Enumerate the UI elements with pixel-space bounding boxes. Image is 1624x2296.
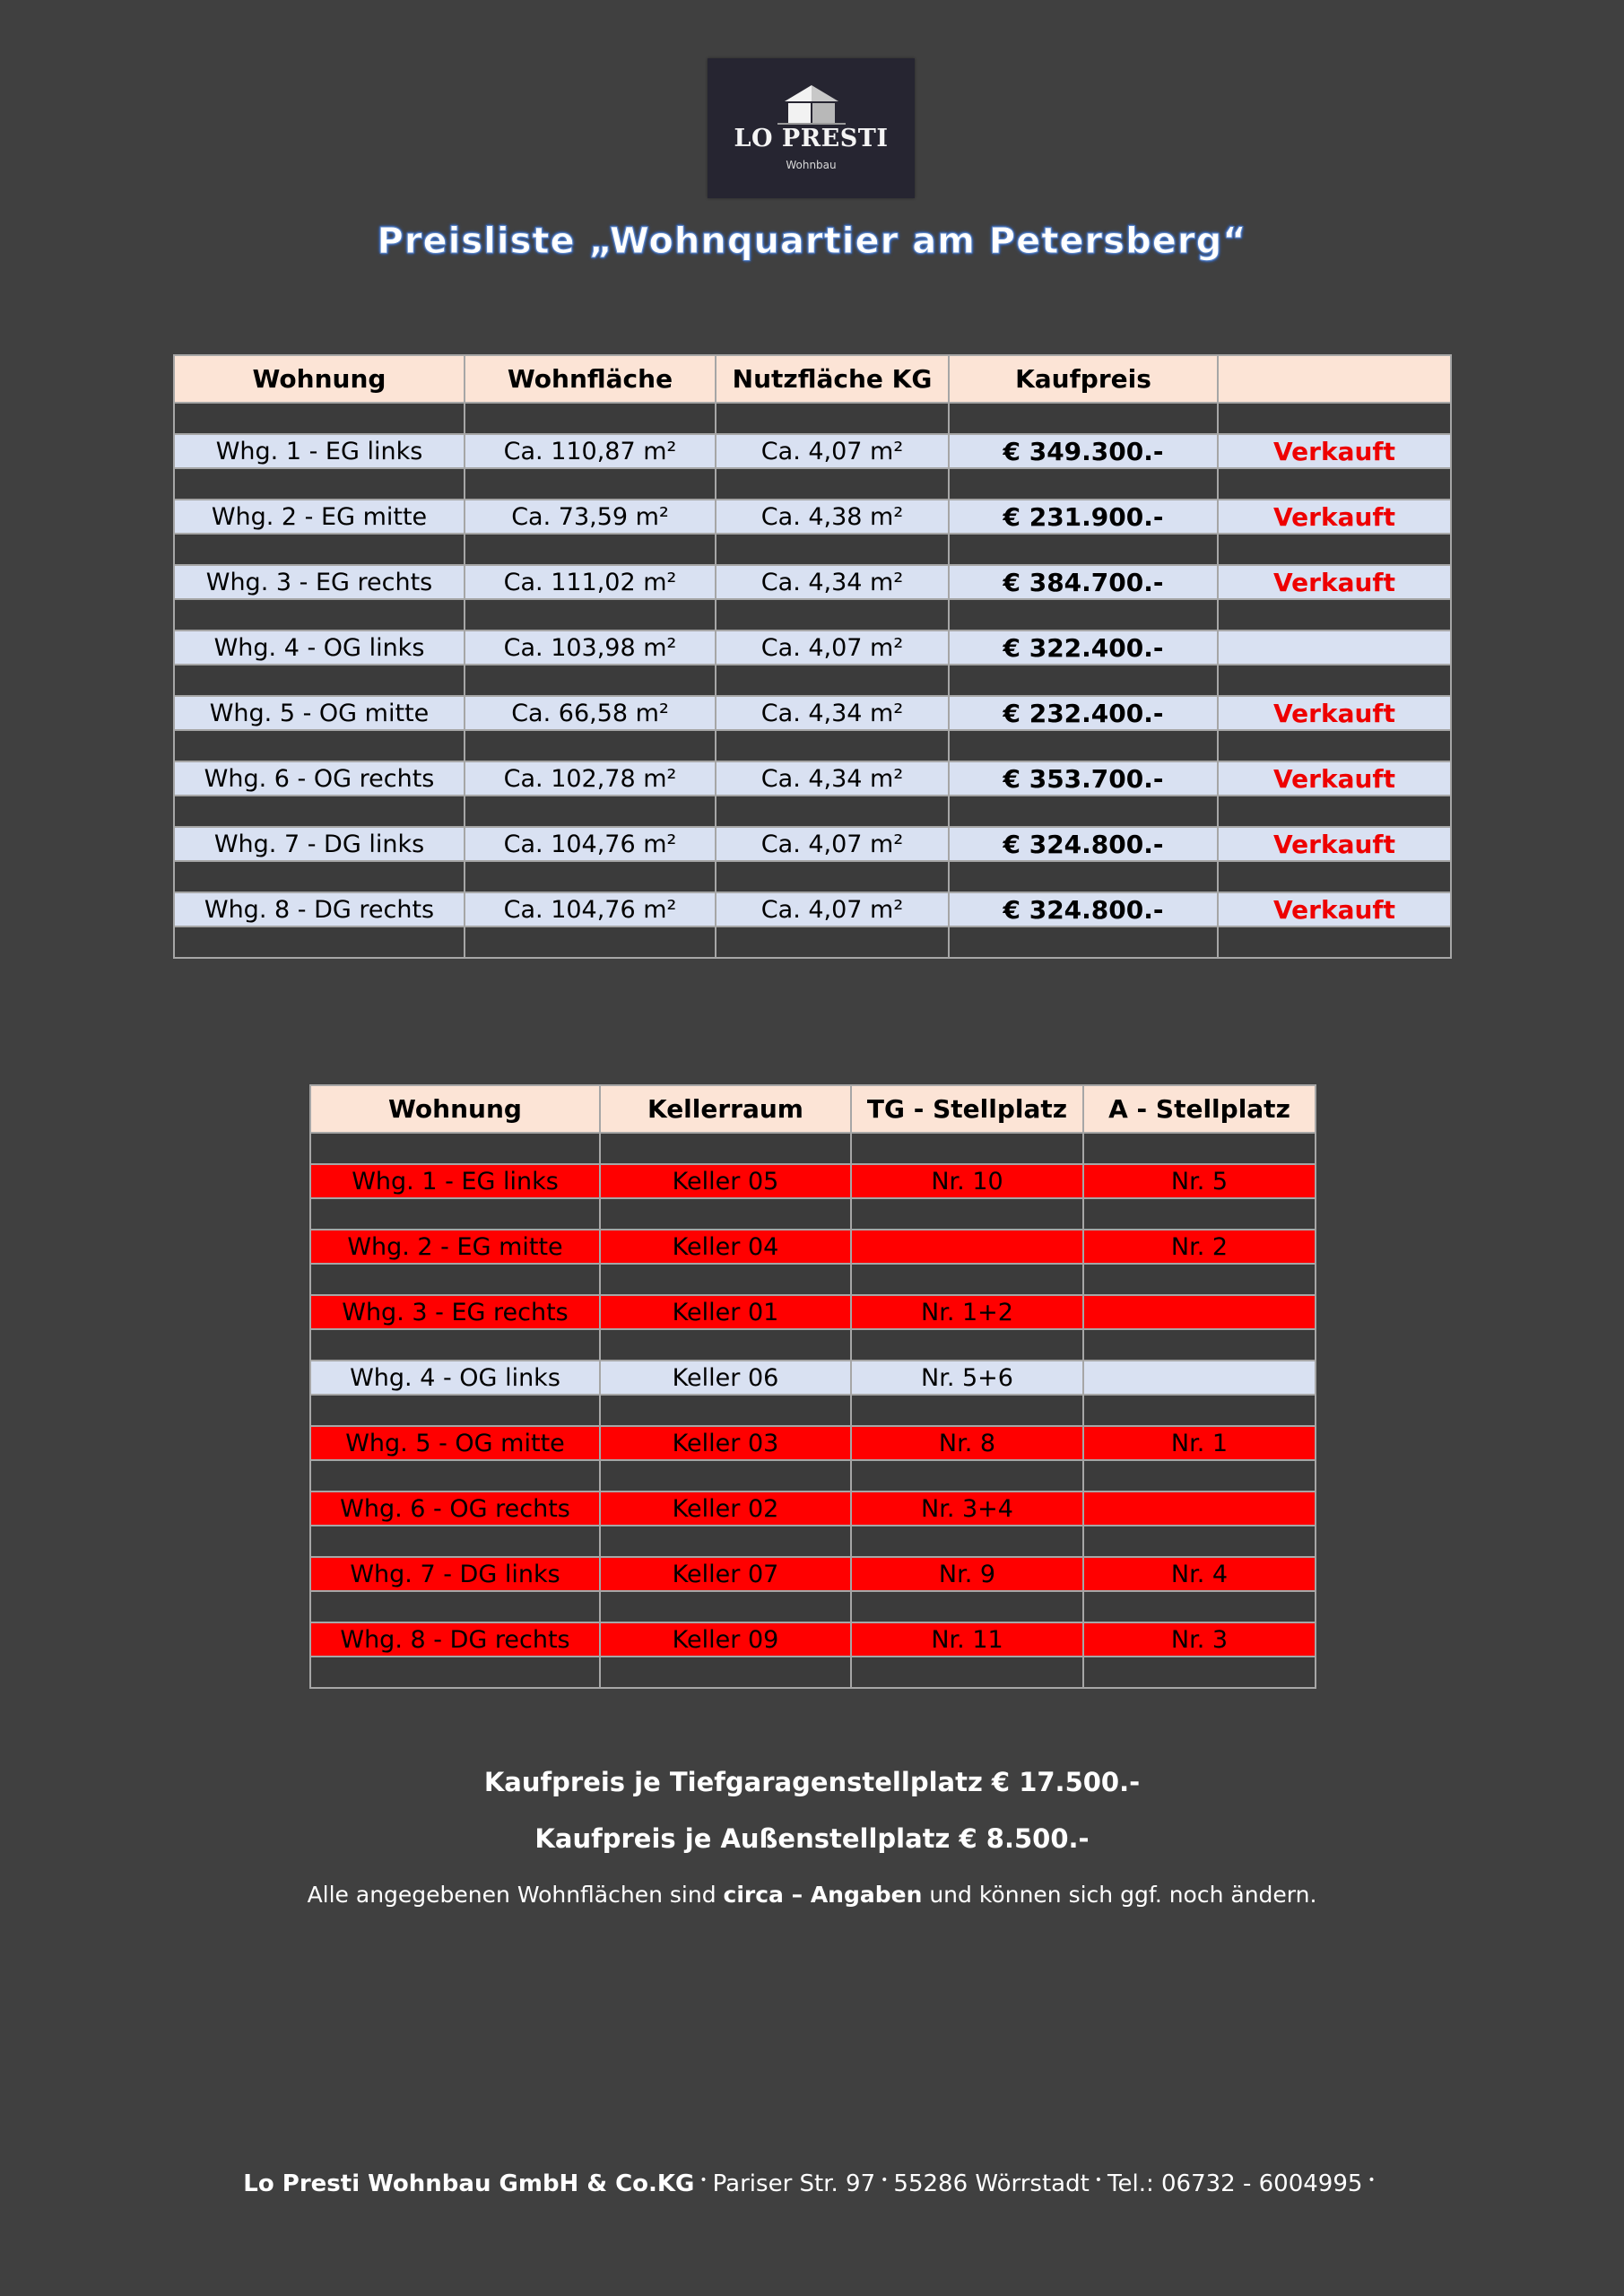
spacer-cell <box>174 665 465 696</box>
cellar-room-cell: Keller 09 <box>600 1622 851 1657</box>
spacer-cell <box>310 1264 600 1295</box>
spacer-cell <box>716 468 949 500</box>
spacer-cell <box>851 1657 1083 1688</box>
footer-company: Lo Presti Wohnbau GmbH & Co.KG <box>243 2170 695 2197</box>
living-area-cell: Ca. 110,87 m² <box>465 434 716 468</box>
status-badge: Verkauft <box>1218 434 1451 468</box>
cellar-area-cell: Ca. 4,34 m² <box>716 565 949 599</box>
spacer-cell <box>851 1329 1083 1361</box>
spacer-cell <box>1083 1657 1316 1688</box>
table-header-row <box>310 1085 1316 1133</box>
spacer-cell <box>465 796 716 827</box>
garage-space-cell: Nr. 5+6 <box>851 1361 1083 1395</box>
unit-cell: Whg. 7 - DG links <box>310 1557 600 1591</box>
cellar-room-cell: Keller 07 <box>600 1557 851 1591</box>
table-row <box>174 631 1451 665</box>
spacer-row <box>174 468 1451 500</box>
spacer-cell <box>949 599 1218 631</box>
spacer-cell <box>851 1198 1083 1230</box>
unit-cell: Whg. 5 - OG mitte <box>174 696 465 730</box>
spacer-cell <box>949 730 1218 761</box>
spacer-cell <box>310 1526 600 1557</box>
spacer-cell <box>310 1133 600 1164</box>
column-header <box>1218 355 1451 403</box>
living-area-cell: Ca. 102,78 m² <box>465 761 716 796</box>
outdoor-space-cell <box>1083 1492 1316 1526</box>
spacer-cell <box>851 1395 1083 1426</box>
spacer-cell <box>174 926 465 958</box>
spacer-cell <box>174 861 465 892</box>
spacer-cell <box>1083 1526 1316 1557</box>
spacer-cell <box>1083 1329 1316 1361</box>
status-badge <box>1218 631 1451 665</box>
spacer-cell <box>949 534 1218 565</box>
house-icon <box>777 85 846 125</box>
table-row <box>174 761 1451 796</box>
status-badge: Verkauft <box>1218 827 1451 861</box>
unit-cell: Whg. 8 - DG rechts <box>310 1622 600 1657</box>
separator-dot: • <box>1368 2173 1376 2187</box>
price-cell: € 324.800.- <box>949 892 1218 926</box>
table-row <box>310 1426 1316 1460</box>
unit-cell: Whg. 7 - DG links <box>174 827 465 861</box>
status-badge: Verkauft <box>1218 892 1451 926</box>
spacer-cell <box>1218 926 1451 958</box>
outdoor-parking-price-note: Kaufpreis je Außenstellplatz € 8.500.- <box>534 1823 1090 1854</box>
spacer-row <box>310 1133 1316 1164</box>
disclaimer-text-pre: Alle angegebenen Wohnflächen sind <box>307 1882 724 1908</box>
status-badge: Verkauft <box>1218 761 1451 796</box>
spacer-cell <box>851 1591 1083 1622</box>
spacer-cell <box>1218 403 1451 434</box>
outdoor-space-cell: Nr. 2 <box>1083 1230 1316 1264</box>
spacer-cell <box>949 796 1218 827</box>
spacer-cell <box>1083 1264 1316 1295</box>
garage-space-cell <box>851 1230 1083 1264</box>
parking-cellar-table <box>309 1084 1316 1689</box>
spacer-cell <box>949 403 1218 434</box>
column-header: Wohnung <box>310 1085 600 1133</box>
living-area-cell: Ca. 103,98 m² <box>465 631 716 665</box>
outdoor-space-cell: Nr. 1 <box>1083 1426 1316 1460</box>
spacer-cell <box>716 730 949 761</box>
spacer-cell <box>716 796 949 827</box>
spacer-row <box>310 1329 1316 1361</box>
unit-cell: Whg. 8 - DG rechts <box>174 892 465 926</box>
spacer-cell <box>716 403 949 434</box>
table-row <box>174 892 1451 926</box>
company-logo <box>708 58 915 198</box>
price-cell: € 384.700.- <box>949 565 1218 599</box>
column-header: Kellerraum <box>600 1085 851 1133</box>
spacer-row <box>174 403 1451 434</box>
spacer-cell <box>600 1460 851 1492</box>
cellar-area-cell: Ca. 4,34 m² <box>716 696 949 730</box>
table-row <box>310 1361 1316 1395</box>
table-header-row <box>174 355 1451 403</box>
garage-space-cell: Nr. 10 <box>851 1164 1083 1198</box>
table-row <box>174 565 1451 599</box>
spacer-row <box>310 1657 1316 1688</box>
unit-cell: Whg. 4 - OG links <box>310 1361 600 1395</box>
spacer-cell <box>1083 1591 1316 1622</box>
cellar-room-cell: Keller 05 <box>600 1164 851 1198</box>
spacer-cell <box>1218 665 1451 696</box>
spacer-row <box>174 665 1451 696</box>
spacer-row <box>174 796 1451 827</box>
unit-cell: Whg. 1 - EG links <box>174 434 465 468</box>
spacer-cell <box>174 599 465 631</box>
spacer-cell <box>600 1395 851 1426</box>
spacer-cell <box>1218 730 1451 761</box>
spacer-row <box>174 861 1451 892</box>
brand-name: LO PRESTI <box>734 125 889 152</box>
footer-contact <box>0 2170 1624 2197</box>
column-header: Kaufpreis <box>949 355 1218 403</box>
spacer-cell <box>1083 1395 1316 1426</box>
spacer-cell <box>310 1460 600 1492</box>
cellar-area-cell: Ca. 4,07 m² <box>716 631 949 665</box>
spacer-cell <box>465 730 716 761</box>
unit-cell: Whg. 6 - OG rechts <box>310 1492 600 1526</box>
price-cell: € 349.300.- <box>949 434 1218 468</box>
outdoor-space-cell <box>1083 1361 1316 1395</box>
table-row <box>310 1492 1316 1526</box>
garage-space-cell: Nr. 8 <box>851 1426 1083 1460</box>
spacer-cell <box>600 1264 851 1295</box>
unit-cell: Whg. 5 - OG mitte <box>310 1426 600 1460</box>
cellar-area-cell: Ca. 4,07 m² <box>716 827 949 861</box>
spacer-cell <box>851 1133 1083 1164</box>
cellar-area-cell: Ca. 4,38 m² <box>716 500 949 534</box>
separator-dot: • <box>1094 2173 1103 2187</box>
garage-space-cell: Nr. 11 <box>851 1622 1083 1657</box>
column-header: Wohnung <box>174 355 465 403</box>
spacer-cell <box>949 468 1218 500</box>
table-row <box>174 696 1451 730</box>
table-row <box>310 1164 1316 1198</box>
living-area-cell: Ca. 111,02 m² <box>465 565 716 599</box>
column-header: Wohnfläche <box>465 355 716 403</box>
spacer-cell <box>310 1329 600 1361</box>
spacer-cell <box>716 926 949 958</box>
table-row <box>310 1557 1316 1591</box>
spacer-row <box>174 730 1451 761</box>
spacer-cell <box>600 1198 851 1230</box>
spacer-cell <box>600 1657 851 1688</box>
living-area-cell: Ca. 73,59 m² <box>465 500 716 534</box>
living-area-cell: Ca. 104,76 m² <box>465 892 716 926</box>
price-cell: € 232.400.- <box>949 696 1218 730</box>
garage-space-cell: Nr. 1+2 <box>851 1295 1083 1329</box>
status-badge: Verkauft <box>1218 500 1451 534</box>
spacer-cell <box>851 1526 1083 1557</box>
table-row <box>174 827 1451 861</box>
spacer-cell <box>174 730 465 761</box>
spacer-cell <box>465 665 716 696</box>
brand-subtitle: Wohnbau <box>786 159 837 171</box>
price-cell: € 324.800.- <box>949 827 1218 861</box>
outdoor-space-cell: Nr. 4 <box>1083 1557 1316 1591</box>
unit-cell: Whg. 2 - EG mitte <box>174 500 465 534</box>
spacer-cell <box>600 1133 851 1164</box>
spacer-cell <box>1218 534 1451 565</box>
spacer-cell <box>716 534 949 565</box>
spacer-row <box>174 534 1451 565</box>
living-area-cell: Ca. 104,76 m² <box>465 827 716 861</box>
separator-dot: • <box>699 2173 708 2187</box>
unit-cell: Whg. 4 - OG links <box>174 631 465 665</box>
spacer-cell <box>465 403 716 434</box>
disclaimer-text-bold: circa – Angaben <box>723 1882 923 1908</box>
spacer-row <box>310 1395 1316 1426</box>
column-header: Nutzfläche KG <box>716 355 949 403</box>
spacer-cell <box>716 665 949 696</box>
footer-street: Pariser Str. 97 <box>712 2170 876 2197</box>
spacer-cell <box>310 1591 600 1622</box>
price-cell: € 322.400.- <box>949 631 1218 665</box>
spacer-cell <box>1083 1460 1316 1492</box>
cellar-room-cell: Keller 02 <box>600 1492 851 1526</box>
spacer-cell <box>1083 1133 1316 1164</box>
spacer-row <box>310 1198 1316 1230</box>
spacer-row <box>310 1460 1316 1492</box>
spacer-cell <box>949 861 1218 892</box>
spacer-cell <box>1218 468 1451 500</box>
cellar-area-cell: Ca. 4,34 m² <box>716 761 949 796</box>
column-header: TG - Stellplatz <box>851 1085 1083 1133</box>
spacer-cell <box>851 1460 1083 1492</box>
area-disclaimer <box>0 1882 1624 1908</box>
status-badge: Verkauft <box>1218 696 1451 730</box>
footer-city: 55286 Wörrstadt <box>893 2170 1090 2197</box>
separator-dot: • <box>881 2173 889 2187</box>
cellar-room-cell: Keller 06 <box>600 1361 851 1395</box>
spacer-cell <box>716 861 949 892</box>
unit-cell: Whg. 2 - EG mitte <box>310 1230 600 1264</box>
unit-cell: Whg. 1 - EG links <box>310 1164 600 1198</box>
garage-space-cell: Nr. 9 <box>851 1557 1083 1591</box>
spacer-cell <box>174 534 465 565</box>
table-row <box>310 1295 1316 1329</box>
spacer-cell <box>851 1264 1083 1295</box>
footer-phone: Tel.: 06732 - 6004995 <box>1107 2170 1363 2197</box>
spacer-row <box>310 1526 1316 1557</box>
spacer-cell <box>716 599 949 631</box>
cellar-area-cell: Ca. 4,07 m² <box>716 434 949 468</box>
page-title: Preisliste „Wohnquartier am Petersberg“ <box>377 221 1247 262</box>
spacer-cell <box>174 403 465 434</box>
outdoor-space-cell: Nr. 3 <box>1083 1622 1316 1657</box>
spacer-row <box>310 1591 1316 1622</box>
outdoor-space-cell: Nr. 5 <box>1083 1164 1316 1198</box>
spacer-cell <box>465 468 716 500</box>
tg-parking-price-note: Kaufpreis je Tiefgaragenstellplatz € 17.500.- <box>483 1767 1141 1797</box>
spacer-cell <box>310 1198 600 1230</box>
spacer-row <box>174 599 1451 631</box>
spacer-cell <box>1083 1198 1316 1230</box>
outdoor-space-cell <box>1083 1295 1316 1329</box>
status-badge: Verkauft <box>1218 565 1451 599</box>
spacer-cell <box>600 1526 851 1557</box>
table-row <box>174 434 1451 468</box>
price-cell: € 231.900.- <box>949 500 1218 534</box>
unit-cell: Whg. 3 - EG rechts <box>310 1295 600 1329</box>
unit-cell: Whg. 3 - EG rechts <box>174 565 465 599</box>
spacer-row <box>174 926 1451 958</box>
disclaimer-text-post: und können sich ggf. noch ändern. <box>922 1882 1317 1908</box>
cellar-area-cell: Ca. 4,07 m² <box>716 892 949 926</box>
spacer-cell <box>465 926 716 958</box>
table-row <box>310 1622 1316 1657</box>
table-row <box>310 1230 1316 1264</box>
spacer-cell <box>1218 796 1451 827</box>
spacer-cell <box>174 468 465 500</box>
spacer-cell <box>465 861 716 892</box>
column-header: A - Stellplatz <box>1083 1085 1316 1133</box>
spacer-cell <box>174 796 465 827</box>
cellar-room-cell: Keller 04 <box>600 1230 851 1264</box>
cellar-room-cell: Keller 03 <box>600 1426 851 1460</box>
spacer-cell <box>310 1657 600 1688</box>
garage-space-cell: Nr. 3+4 <box>851 1492 1083 1526</box>
spacer-cell <box>949 926 1218 958</box>
spacer-cell <box>1218 861 1451 892</box>
price-cell: € 353.700.- <box>949 761 1218 796</box>
spacer-row <box>310 1264 1316 1295</box>
unit-cell: Whg. 6 - OG rechts <box>174 761 465 796</box>
spacer-cell <box>600 1329 851 1361</box>
spacer-cell <box>310 1395 600 1426</box>
spacer-cell <box>1218 599 1451 631</box>
table-row <box>174 500 1451 534</box>
spacer-cell <box>465 534 716 565</box>
living-area-cell: Ca. 66,58 m² <box>465 696 716 730</box>
spacer-cell <box>600 1591 851 1622</box>
spacer-cell <box>949 665 1218 696</box>
apartments-price-table <box>173 354 1452 959</box>
cellar-room-cell: Keller 01 <box>600 1295 851 1329</box>
spacer-cell <box>465 599 716 631</box>
